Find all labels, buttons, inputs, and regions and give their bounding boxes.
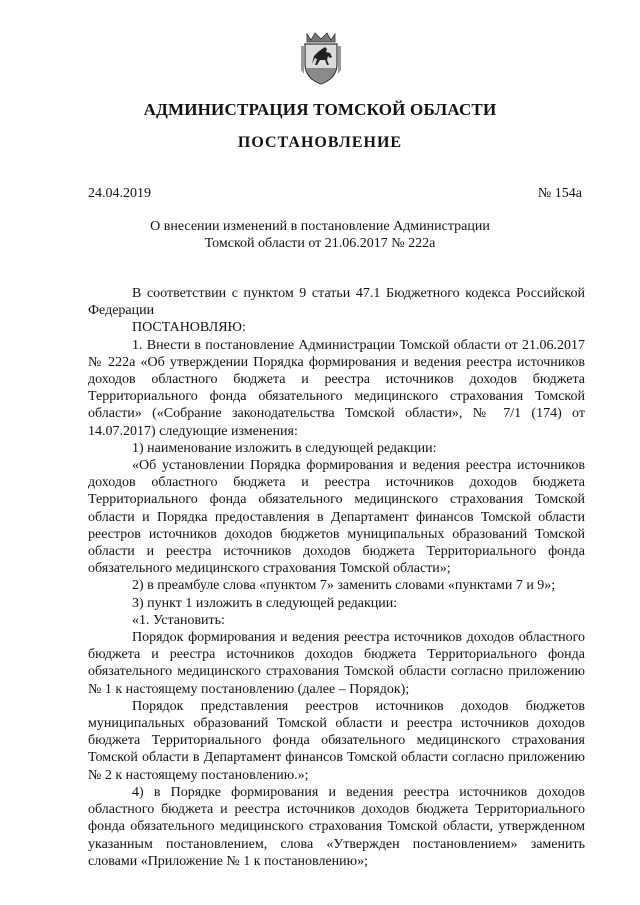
paragraph-subitem-4: 4) в Порядке формирования и ведения реестра источников доходов областного бюджета и реестра источников доходов бюджета Территориального фонда обязательного медицинского страхования Томской области, утвержденном указанным постановлением, слова «Утвержден постановлением» заменить словами «Приложение № 1 к постановлению»; (88, 784, 585, 869)
paragraph-order-1: Порядок формирования и ведения реестра источников доходов областного бюджета и реестра источников доходов бюджета Территориального фонда обязательного медицинского страхования Томской области согласно приложению № 1 к настоящему постановлению (далее – Порядок); (88, 630, 585, 697)
subject-line-1: О внесении изменений в постановление Администрации (150, 219, 490, 234)
paragraph-resolve: ПОСТАНОВЛЯЮ: (132, 320, 246, 336)
document-body (88, 285, 585, 870)
paragraph-item-1: 1. Внести в постановление Администрации Томской области от 21.06.2017 № 222а «Об утверждении Порядка формирования и ведения реестра источников доходов областного бюджета и реестра источников доходов бюджета Территориального фонда обязательного медицинского страхования Томской области» («Собрание законодательства Томской области», № 7/1 (174) от 14.07.2017) следующие изменения: (88, 337, 585, 439)
paragraph-subitem-3: 3) пункт 1 изложить в следующей редакции: (132, 595, 398, 611)
document-type-title: ПОСТАНОВЛЕНИЕ (237, 134, 403, 151)
paragraph-establish: «1. Установить: (132, 612, 225, 628)
organization-title: АДМИНИСТРАЦИЯ ТОМСКОЙ ОБЛАСТИ (143, 100, 497, 119)
paragraph-new-title: «Об установлении Порядка формирования и ведения реестра источников доходов областного бюджета и реестра источников доходов бюджета Территориального фонда обязательного медицинского страхования Томской области и Порядка предоставления в Департамент финансов Томской области реестров источников доходов бюджетов муниципальных образований Томской области и реестра источников доходов бюджета Территориального фонда обязательного медицинского страхования Томской области»; (88, 458, 585, 577)
paragraph-order-2: Порядок представления реестров источников доходов бюджетов муниципальных образований Томской области и реестра источников доходов бюджета Территориального фонда обязательного медицинского страхования Томской области в Департамент финансов Томской области согласно приложению № 2 к настоящему постановлению.»; (88, 698, 585, 783)
paragraph-preamble: В соответствии с пунктом 9 статьи 47.1 Бюджетного кодекса Российской Федерации (88, 286, 585, 319)
subject-line-2: Томской области от 21.06.2017 № 222а (204, 236, 436, 251)
document-number: № 154а (537, 186, 582, 201)
coat-of-arms-icon (299, 30, 343, 86)
paragraph-subitem-1: 1) наименование изложить в следующей редакции: (132, 440, 437, 456)
document-subject (140, 218, 500, 252)
document-date: 24.04.2019 (88, 186, 151, 201)
paragraph-subitem-2: 2) в преамбуле слова «пунктом 7» заменить словами «пунктами 7 и 9»; (132, 578, 556, 594)
